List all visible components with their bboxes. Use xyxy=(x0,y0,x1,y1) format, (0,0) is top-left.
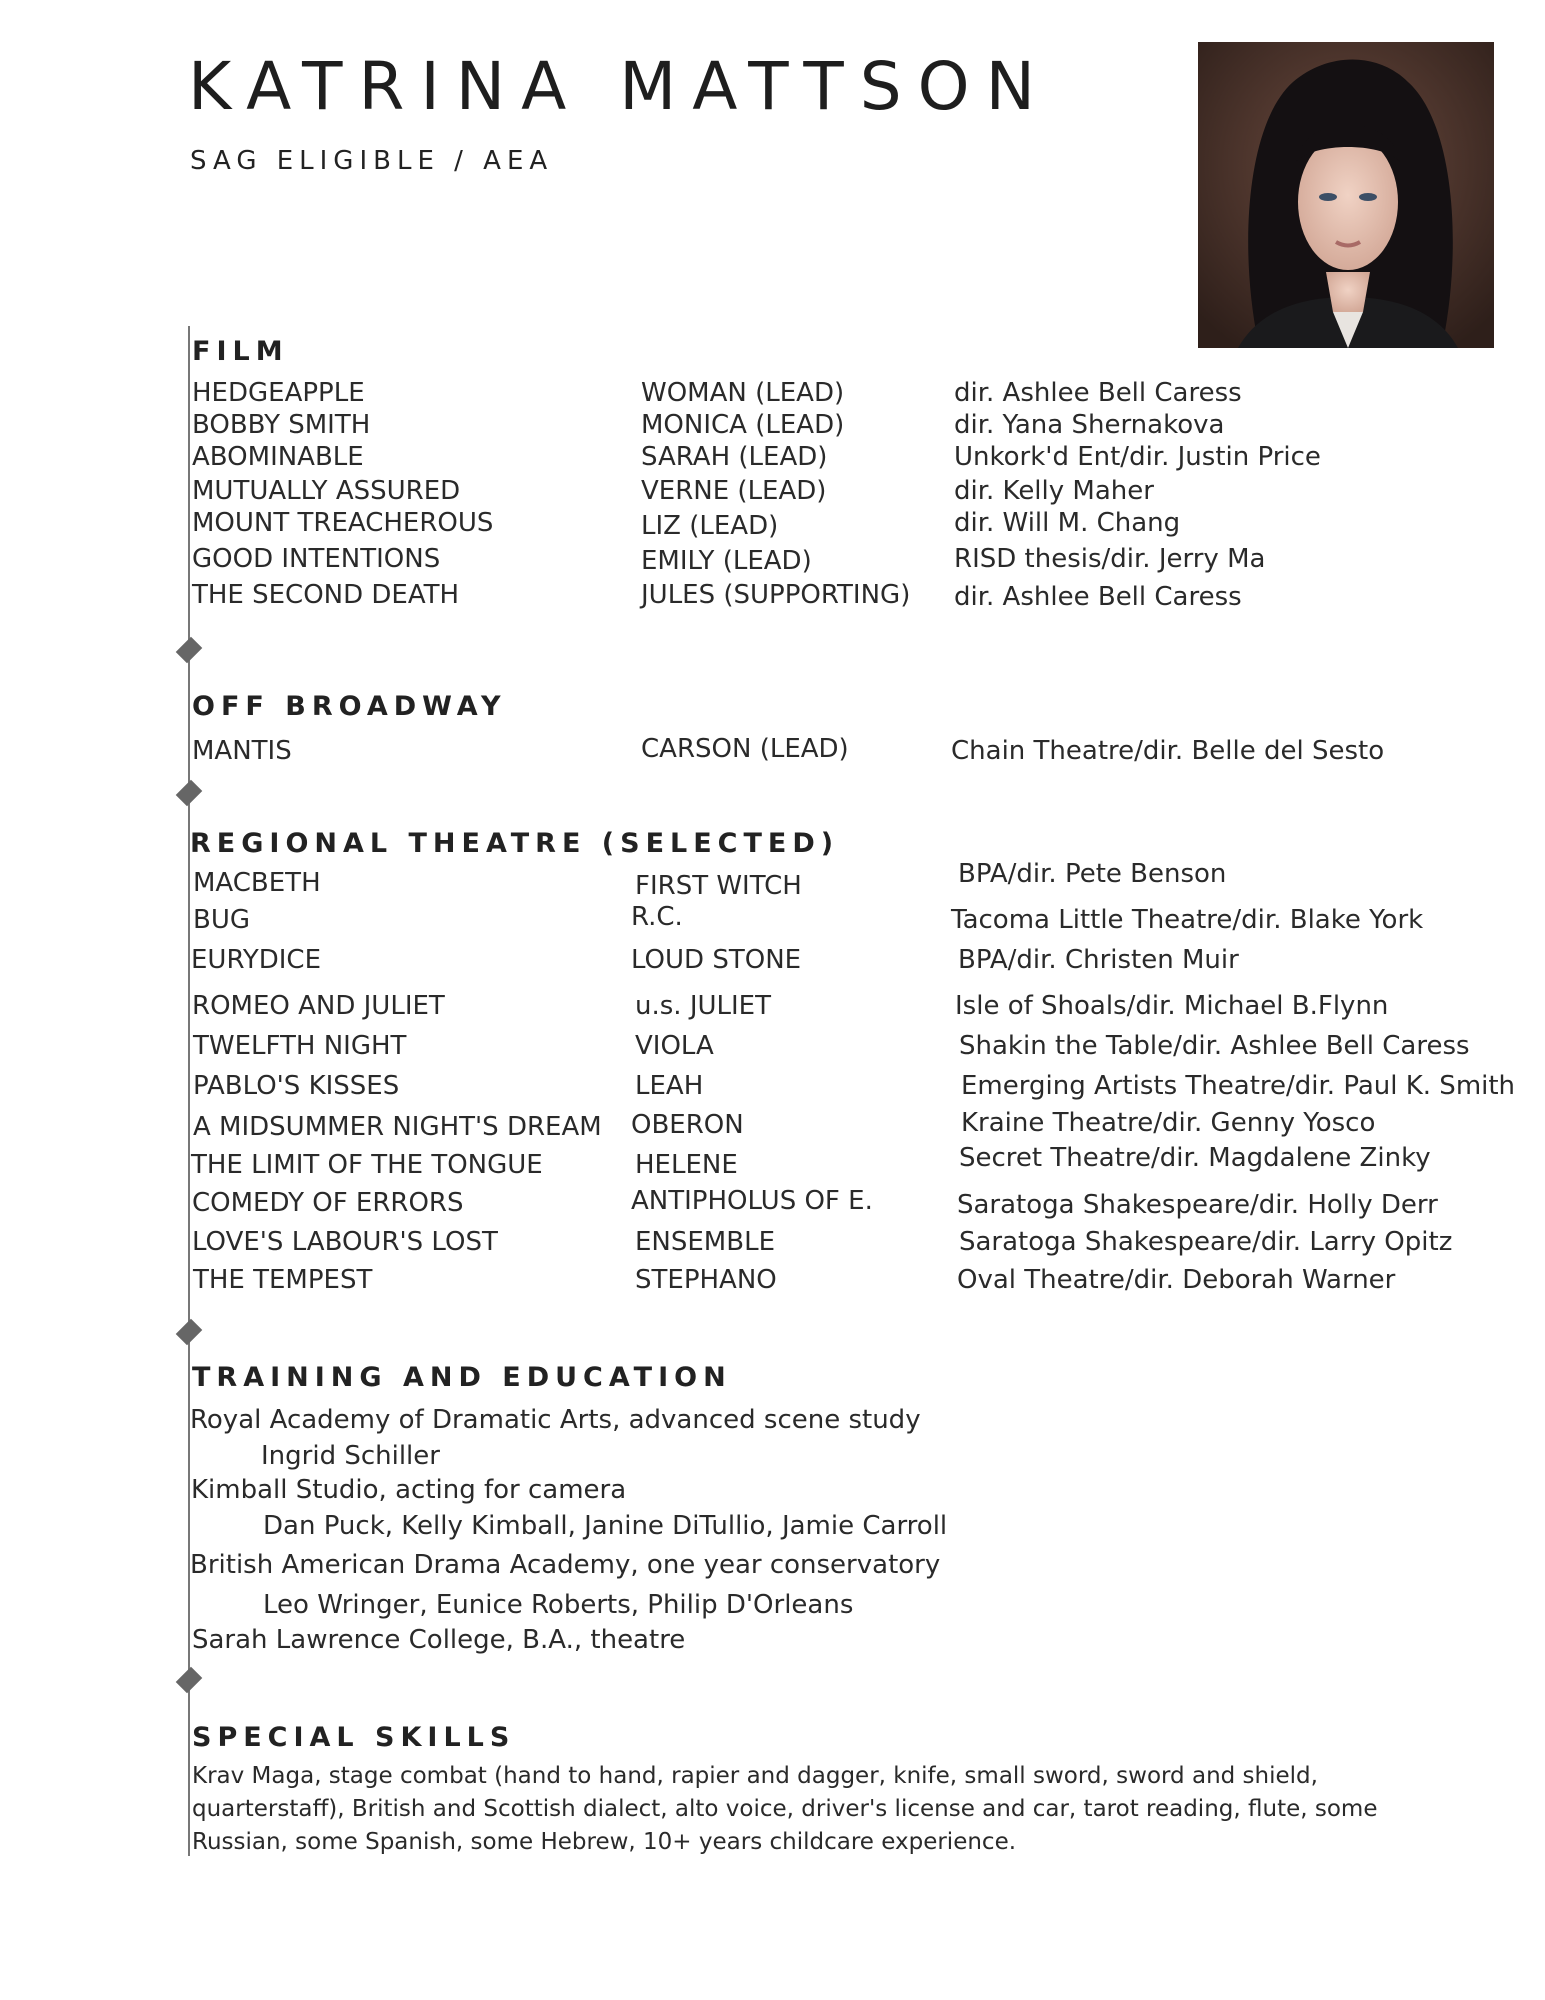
credit-role: JULES (SUPPORTING) xyxy=(641,580,911,610)
credit-director: Oval Theatre/dir. Deborah Warner xyxy=(957,1265,1396,1295)
credit-role: WOMAN (LEAD) xyxy=(641,378,845,408)
credit-title: A MIDSUMMER NIGHT'S DREAM xyxy=(193,1112,602,1142)
credit-director: Shakin the Table/dir. Ashlee Bell Caress xyxy=(959,1031,1470,1061)
training-school: Kimball Studio, acting for camera xyxy=(191,1475,627,1505)
credit-title: GOOD INTENTIONS xyxy=(192,544,441,574)
credit-role: VERNE (LEAD) xyxy=(641,476,827,506)
credit-title: THE LIMIT OF THE TONGUE xyxy=(191,1150,543,1180)
credit-role: FIRST WITCH xyxy=(635,871,802,901)
credit-director: dir. Ashlee Bell Caress xyxy=(954,378,1242,408)
credit-director: Secret Theatre/dir. Magdalene Zinky xyxy=(959,1143,1431,1173)
special-skills-text: Krav Maga, stage combat (hand to hand, rapier and dagger, knife, small sword, sword and shield, quarterstaff), British and Scottish dialect, alto voice, driver's license and car, tarot reading, flute, some Russian, some Spanish, some Hebrew, 10+ years childcare experience. xyxy=(192,1763,1378,1855)
credit-role: EMILY (LEAD) xyxy=(641,546,812,576)
credit-director: RISD thesis/dir. Jerry Ma xyxy=(954,544,1266,574)
credit-role: ANTIPHOLUS OF E. xyxy=(631,1186,873,1216)
credit-role: HELENE xyxy=(635,1150,738,1180)
section-divider-diamond xyxy=(176,1667,203,1694)
credit-role: LOUD STONE xyxy=(631,945,802,975)
training-school: Sarah Lawrence College, B.A., theatre xyxy=(192,1625,686,1655)
credit-director: Unkork'd Ent/dir. Justin Price xyxy=(954,442,1321,472)
credit-director: Saratoga Shakespeare/dir. Holly Derr xyxy=(957,1190,1438,1220)
section-heading-regional-theatre: REGIONAL THEATRE (SELECTED) xyxy=(190,828,840,859)
credit-title: THE SECOND DEATH xyxy=(192,580,460,610)
credit-role: VIOLA xyxy=(635,1031,714,1061)
credit-director: dir. Yana Shernakova xyxy=(954,410,1225,440)
credit-role: LIZ (LEAD) xyxy=(641,511,779,541)
credit-director: Emerging Artists Theatre/dir. Paul K. Smith xyxy=(961,1071,1516,1101)
section-heading-training: TRAINING AND EDUCATION xyxy=(192,1362,732,1393)
training-school: Royal Academy of Dramatic Arts, advanced scene study xyxy=(190,1405,921,1435)
training-school: British American Drama Academy, one year conservatory xyxy=(190,1550,941,1580)
training-teachers: Leo Wringer, Eunice Roberts, Philip D'Orleans xyxy=(263,1590,854,1620)
credit-role: LEAH xyxy=(635,1071,704,1101)
section-divider-diamond xyxy=(176,780,203,807)
credit-director: Kraine Theatre/dir. Genny Yosco xyxy=(961,1108,1376,1138)
timeline-line xyxy=(188,326,190,1856)
headshot-photo xyxy=(1198,42,1494,348)
union-status: SAG ELIGIBLE / AEA xyxy=(190,146,554,176)
credit-role: STEPHANO xyxy=(635,1265,777,1295)
credit-title: TWELFTH NIGHT xyxy=(193,1031,407,1061)
section-heading-film: FILM xyxy=(192,336,289,367)
credit-director: Saratoga Shakespeare/dir. Larry Opitz xyxy=(959,1227,1453,1257)
credit-title: COMEDY OF ERRORS xyxy=(192,1188,464,1218)
credit-director: BPA/dir. Pete Benson xyxy=(958,859,1227,889)
credit-director: Chain Theatre/dir. Belle del Sesto xyxy=(951,736,1385,766)
credit-title: LOVE'S LABOUR'S LOST xyxy=(192,1227,498,1257)
credit-title: PABLO'S KISSES xyxy=(193,1071,400,1101)
credit-title: EURYDICE xyxy=(191,945,322,975)
credit-title: MANTIS xyxy=(192,736,292,766)
credit-title: ABOMINABLE xyxy=(192,442,364,472)
credit-title: THE TEMPEST xyxy=(193,1265,373,1295)
credit-title: ROMEO AND JULIET xyxy=(192,991,445,1021)
credit-role: ENSEMBLE xyxy=(635,1227,775,1257)
training-teachers: Ingrid Schiller xyxy=(261,1441,440,1471)
section-heading-special-skills: SPECIAL SKILLS xyxy=(192,1722,516,1753)
credit-director: BPA/dir. Christen Muir xyxy=(958,945,1239,975)
credit-role: OBERON xyxy=(631,1110,744,1140)
credit-director: dir. Kelly Maher xyxy=(954,476,1154,506)
credit-title: MOUNT TREACHEROUS xyxy=(192,508,494,538)
credit-director: dir. Ashlee Bell Caress xyxy=(954,582,1242,612)
section-divider-diamond xyxy=(176,637,203,664)
credit-director: dir. Will M. Chang xyxy=(954,508,1181,538)
section-divider-diamond xyxy=(176,1319,203,1346)
actor-name: KATRINA MATTSON xyxy=(188,48,1051,125)
credit-role: CARSON (LEAD) xyxy=(641,734,849,764)
credit-title: BUG xyxy=(193,905,251,935)
credit-director: Tacoma Little Theatre/dir. Blake York xyxy=(951,905,1424,935)
credit-role: MONICA (LEAD) xyxy=(641,410,845,440)
section-heading-off-broadway: OFF BROADWAY xyxy=(192,691,507,722)
credit-director: Isle of Shoals/dir. Michael B.Flynn xyxy=(955,991,1389,1021)
training-teachers: Dan Puck, Kelly Kimball, Janine DiTullio, Jamie Carroll xyxy=(263,1511,948,1541)
credit-role: u.s. JULIET xyxy=(635,991,771,1021)
credit-title: HEDGEAPPLE xyxy=(192,378,365,408)
credit-role: SARAH (LEAD) xyxy=(641,442,828,472)
credit-title: MACBETH xyxy=(193,868,321,898)
credit-title: MUTUALLY ASSURED xyxy=(192,476,461,506)
credit-role: R.C. xyxy=(631,902,683,932)
credit-title: BOBBY SMITH xyxy=(192,410,371,440)
